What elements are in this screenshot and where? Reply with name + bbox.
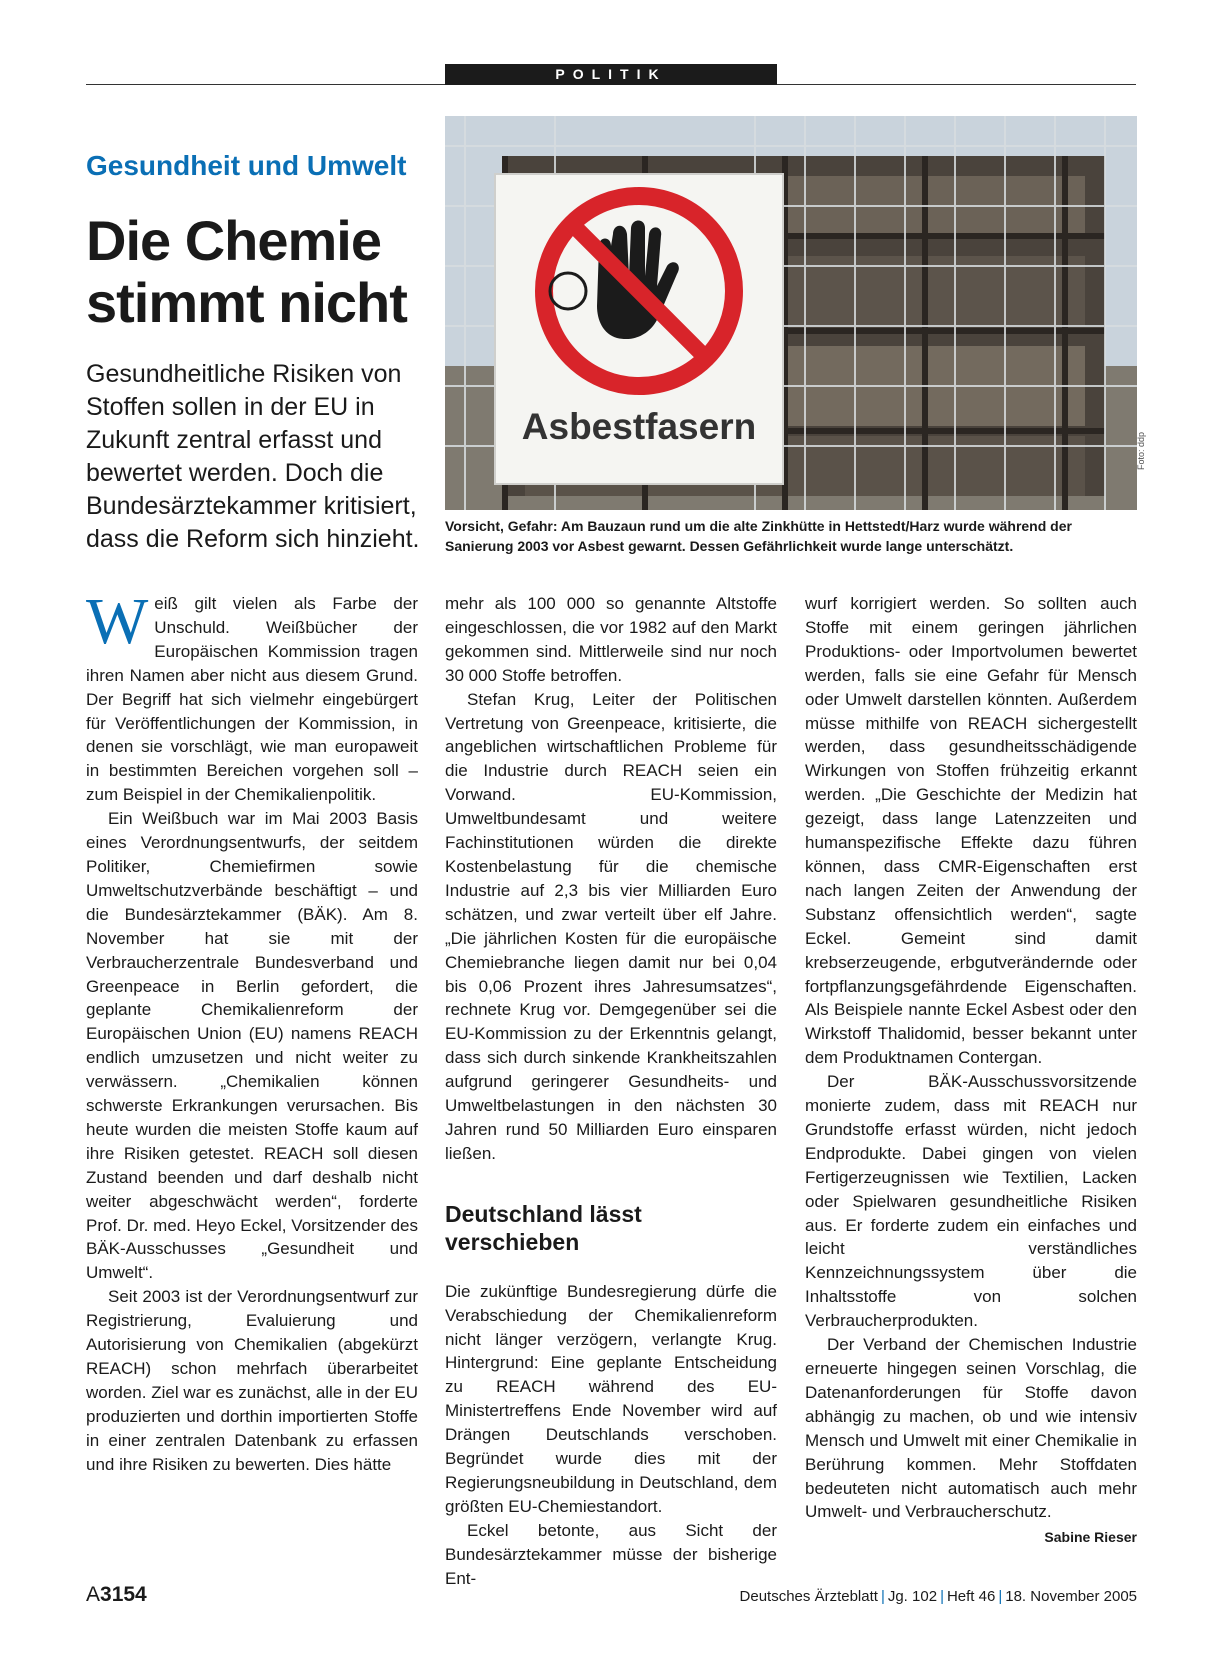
paragraph: [86, 585, 418, 807]
photo-credit: Foto: ddp: [1136, 431, 1146, 470]
journal-name: Deutsches Ärzteblatt: [739, 1588, 878, 1605]
paragraph: Ein Weißbuch war im Mai 2003 Basis eines Verordnungsentwurfs, der seitdem Politiker, Chemiefirmen sowie Umweltschutzverbände beschäftigt – und die Bundesärztekammer (BÄK). Am 8. November hat sie mit der Verbraucherzentrale Bundesverband und Greenpeace in Berlin gefordert, die geplante Chemikalienreform der Europäischen Union (EU) namens REACH endlich umzusetzen und nicht weiter zu verwässern. „Chemikalien können schwerste Erkrankungen verursachen. Bis heute wurden die meisten Stoffe kaum auf ihre Risiken getestet. REACH soll diesen Zustand beenden und darf deshalb nicht weiter abgeschwächt werden“, forderte Prof. Dr. med. Heyo Eckel, Vorsitzender des BÄK-Ausschusses „Gesundheit und Umwelt“.: [86, 809, 418, 1283]
issue-date: 18. November 2005: [1005, 1588, 1137, 1605]
dropcap: W: [86, 585, 149, 658]
paragraph: Seit 2003 ist der Verordnungsentwurf zur Registrierung, Evaluierung und Autorisierung von Chemikalien (abgekürzt REACH) schon mehrfach überarbeitet worden. Ziel war es zunächst, alle in der EU produzierten und dorthin importierten Stoffe in einer zentralen Datenbank zu erfassen und ihre Risiken zu bewerten. Dies hätte: [86, 1287, 418, 1474]
kicker: Gesundheit und Umwelt: [86, 150, 407, 181]
paragraph-text: Der Verband der Chemischen Industrie erneuerte hingegen seinen Vorschlag, die Datenanforderungen für Stoffe davon abhängig zu machen, ob und wie intensiv Mensch und Umwelt mit einer Chemikalie in Berührung kommen. Mehr Stoffdaten bedeuteten nicht automatisch auch mehr Umwelt- und Verbraucherschutz.: [805, 1335, 1137, 1522]
paragraph: Der BÄK-Ausschussvorsitzende monierte zudem, dass mit REACH nur Grundstoffe erfasst würden, nicht jedoch Endprodukte. Dabei gingen von vielen Fertigerzeugnissen wie Textilien, Lacken oder Spielwaren gesundheitliche Risiken aus. Er forderte zudem ein einfaches und leicht verständliches Kennzeichnungssystem über die Inhaltsstoffe von solchen Verbraucherprodukten.: [805, 1072, 1137, 1331]
article-photo: [445, 116, 1137, 510]
photo-caption: Vorsicht, Gefahr: Am Bauzaun rund um die alte Zinkhütte in Hettstedt/Harz wurde während der Sanierung 2003 vor Asbest gewarnt. Dessen Gefährlichkeit wurde lange unterschätzt.: [445, 518, 1072, 554]
paragraph: wurf korrigiert werden. So sollten auch Stoffe mit einem geringen jährlichen Produktions- oder Importvolumen bewertet werden, falls sie eine Gefahr für Mensch oder Umwelt darstellen könnten. Außerdem müsse mithilfe von REACH sichergestellt werden, dass gesundheitsschädigende Wirkungen von Stoffen frühzeitig erkannt werden. „Die Geschichte der Medizin hat gezeigt, dass lange Latenzzeiten und humanspezifische Effekte dazu führen können, dass CMR-Eigenschaften erst nach langen Zeiten der Anwendung der Substanz offensichtlich werden“, sagte Eckel. Gemeint sind damit krebserzeugende, erbgutverändernde oder fortpflanzungsgefährdende Eigenschaften. Als Beispiele nannte Eckel Asbest oder den Wirkstoff Thalidomid, besser bekannt unter dem Produktnamen Contergan.: [805, 594, 1137, 1068]
section-label: POLITIK: [445, 64, 777, 85]
sign-text: Asbestfasern: [521, 406, 757, 447]
paragraph: Die zukünftige Bundesregierung dürfe die Verabschiedung der Chemikalienreform nicht länger verzögern, verlangte Krug. Hintergrund: Eine geplante Entscheidung zu REACH während des EU-Ministertreffens Ende November wird auf Drängen Deutschlands verschoben. Begründet wurde dies mit der Regierungsneubildung in Deutschland, dem größten EU-Chemiestandort.: [445, 1281, 777, 1516]
separator: |: [940, 1588, 944, 1605]
footer-info: [740, 1588, 1137, 1605]
paragraph: Stefan Krug, Leiter der Politischen Vertretung von Greenpeace, kritisierte, die angeblichen wirtschaftlichen Probleme für die Industrie durch REACH seien ein Vorwand. EU-Kommission, Umweltbundesamt und weitere Fachinstitutionen würden die direkte Kostenbelastung für die chemische Industrie auf 2,3 bis vier Milliarden Euro schätzen, und zwar verteilt über elf Jahre. „Die jährlichen Kosten für die europäische Chemiebranche liegen damit nur bei 0,04 bis 0,06 Prozent ihres Jahresumsatzes“, rechnete Krug vor. Demgegenüber sei die EU-Kommission zu der Erkenntnis gelangt, dass sich durch sinkende Krankheitszahlen aufgrund geringerer Gesundheits- und Umweltbelastungen in den nächsten 30 Jahren rund 50 Milliarden Euro einsparen ließen.: [445, 689, 777, 1163]
headline: Die Chemie stimmt nicht: [86, 209, 407, 334]
lead-paragraph: Gesundheitliche Risiken von Stoffen sollen in der EU in Zukunft zentral erfasst und bewertet werden. Doch die Bundesärztekammer kritisiert, dass die Reform sich hinzieht.: [86, 360, 420, 553]
column-2: [445, 592, 777, 1591]
paragraph: Eckel betonte, aus Sicht der Bundesärztekammer müsse der bisherige Ent-: [445, 1520, 777, 1588]
paragraph: [805, 1333, 1137, 1546]
issue: Heft 46: [946, 1588, 996, 1605]
column-1: [86, 585, 418, 1477]
author: Sabine Rieser: [1044, 1529, 1137, 1546]
page-prefix: A: [86, 1583, 101, 1606]
paragraph-text: eiß gilt vielen als Farbe der Unschuld. Weißbücher der Europäischen Kommission tragen ihren Namen aber nicht aus diesem Grund. Der Begriff hat sich vielmehr eingebürgert für Veröffentlichungen der Kommission, in denen sie vorschlägt, wie man europaweit in bestimmten Bereichen vorgehen soll – zum Beispiel in der Chemikalienpolitik.: [86, 594, 418, 805]
separator: |: [998, 1588, 1003, 1605]
volume: Jg. 102: [887, 1588, 938, 1605]
page-number: [86, 1583, 147, 1607]
page-number-value: 3154: [100, 1583, 147, 1606]
separator: |: [880, 1588, 885, 1605]
paragraph: mehr als 100 000 so genannte Altstoffe eingeschlossen, die vor 1982 auf den Markt gekommen sind. Mittlerweile sind nur noch 30 000 Stoffe betroffen.: [445, 594, 777, 685]
subheading: Deutschland lässt verschieben: [445, 1200, 642, 1255]
column-3: [805, 592, 1137, 1550]
